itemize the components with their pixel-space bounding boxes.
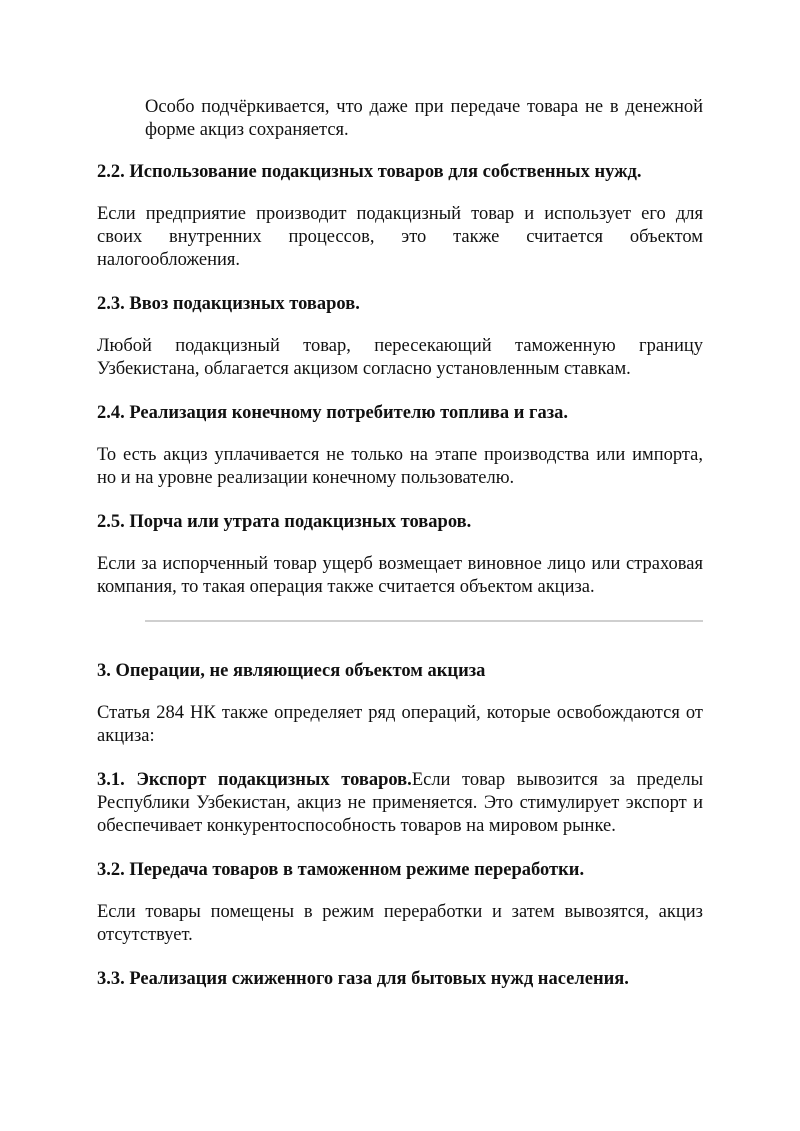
- section-heading-2-5: 2.5. Порча или утрата подакцизных товаров.: [97, 512, 472, 532]
- section-heading-2-4: 2.4. Реализация конечному потребителю топлива и газа.: [97, 403, 569, 423]
- section-text-2-2: Если предприятие производит подакцизный товар и использует его для своих внутренних процессов, это также считается объектом налогообложения.: [97, 204, 703, 270]
- section-text-2-3: Любой подакцизный товар, пересекающий таможенную границу Узбекистана, облагается акцизом согласно установленным ставкам.: [97, 336, 703, 379]
- intro-paragraph: Особо подчёркивается, что даже при передаче товара не в денежной форме акциз сохраняется.: [145, 97, 703, 140]
- section-text-3-2: Если товары помещены в режим переработки и затем вывозятся, акциз отсутствует.: [97, 902, 703, 945]
- section-heading-2-2: 2.2. Использование подакцизных товаров для собственных нужд.: [97, 162, 642, 182]
- section-text-2-4: То есть акциз уплачивается не только на этапе производства или импорта, но и на уровне реализации конечному пользователю.: [97, 445, 703, 488]
- section-heading-3: 3. Операции, не являющиеся объектом акциза: [97, 661, 486, 681]
- section-heading-2-3: 2.3. Ввоз подакцизных товаров.: [97, 294, 360, 314]
- horizontal-divider: [145, 620, 703, 622]
- document-page: [97, 96, 703, 1010]
- section-heading-3-2: 3.2. Передача товаров в таможенном режиме переработки.: [97, 860, 585, 880]
- section-text-2-5: Если за испорченный товар ущерб возмещает виновное лицо или страховая компания, то такая операция также считается объектом акциза.: [97, 554, 703, 597]
- section-text-3-1: Если товар вывозится за пределы Республики Узбекистан, акциз не применяется. Это стимулирует экспорт и обеспечивает конкурентоспособность товаров на мировом рынке.: [97, 770, 703, 836]
- section-text-3: Статья 284 НК также определяет ряд операций, которые освобождаются от акциза:: [97, 703, 703, 746]
- section-paragraph-3-1: [97, 769, 703, 838]
- section-heading-3-3: 3.3. Реализация сжиженного газа для бытовых нужд населения.: [97, 969, 629, 989]
- section-heading-3-1: 3.1. Экспорт подакцизных товаров.: [97, 770, 412, 790]
